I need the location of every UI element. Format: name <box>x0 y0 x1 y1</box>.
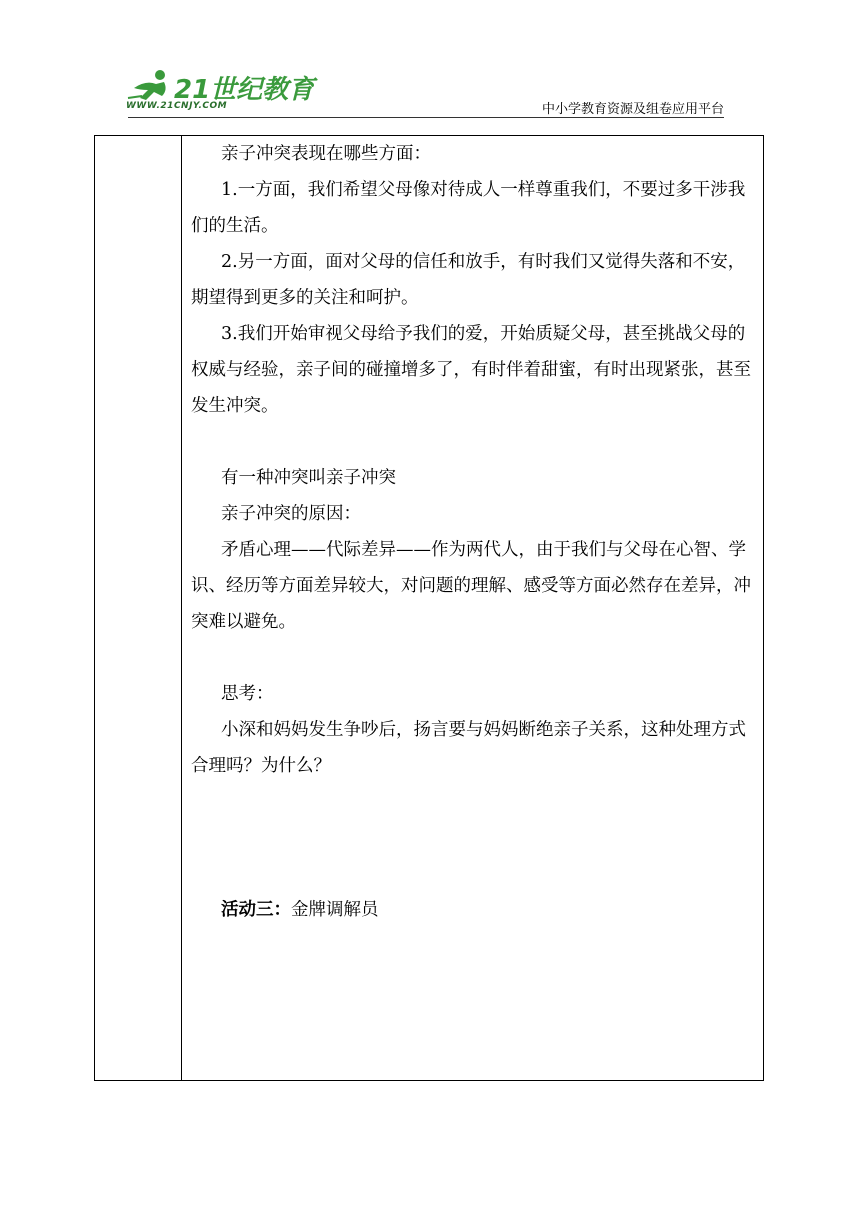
spacer <box>191 784 759 892</box>
paragraph-1: 亲子冲突表现在哪些方面： <box>221 144 431 164</box>
paragraph-2: 1.一方面，我们希望父母像对待成人一样尊重我们，不要过多干涉我们的生活。 <box>191 180 746 236</box>
logo-url: WWW.21CNJY.COM <box>126 101 228 111</box>
content-table <box>94 135 764 1081</box>
paragraph-4: 3.我们开始审视父母给予我们的爱，开始质疑父母，甚至挑战父母的权威与经验，亲子间的碰撞增多了，有时伴着甜蜜，有时出现紧张，甚至发生冲突。 <box>191 324 751 416</box>
runner-logo-icon <box>126 68 315 105</box>
spacer <box>191 640 759 676</box>
paragraph-3: 2.另一方面，面对父母的信任和放手，有时我们又觉得失落和不安，期望得到更多的关注和呵护。 <box>191 252 746 308</box>
activity-label: 活动三： <box>221 900 291 920</box>
paragraph-7: 矛盾心理——代际差异——作为两代人，由于我们与父母在心智、学识、经历等方面差异较大，对问题的理解、感受等方面必然存在差异，冲突难以避免。 <box>191 540 751 632</box>
paragraph-6: 亲子冲突的原因： <box>221 504 361 524</box>
site-logo <box>126 68 315 114</box>
content-cell <box>191 136 759 928</box>
paragraph-8: 思考： <box>221 684 274 704</box>
paragraph-5: 有一种冲突叫亲子冲突 <box>221 468 396 488</box>
spacer <box>191 424 759 460</box>
paragraph-9: 小深和妈妈发生争吵后，扬言要与妈妈断绝亲子关系，这种处理方式合理吗？为什么？ <box>191 720 746 776</box>
activity-title: 金牌调解员 <box>291 900 379 920</box>
header-divider <box>128 117 724 118</box>
platform-name: 中小学教育资源及组卷应用平台 <box>541 102 724 117</box>
left-column <box>95 136 182 1080</box>
activity-heading <box>191 892 759 928</box>
logo-text: 21世纪教育 <box>174 75 315 105</box>
